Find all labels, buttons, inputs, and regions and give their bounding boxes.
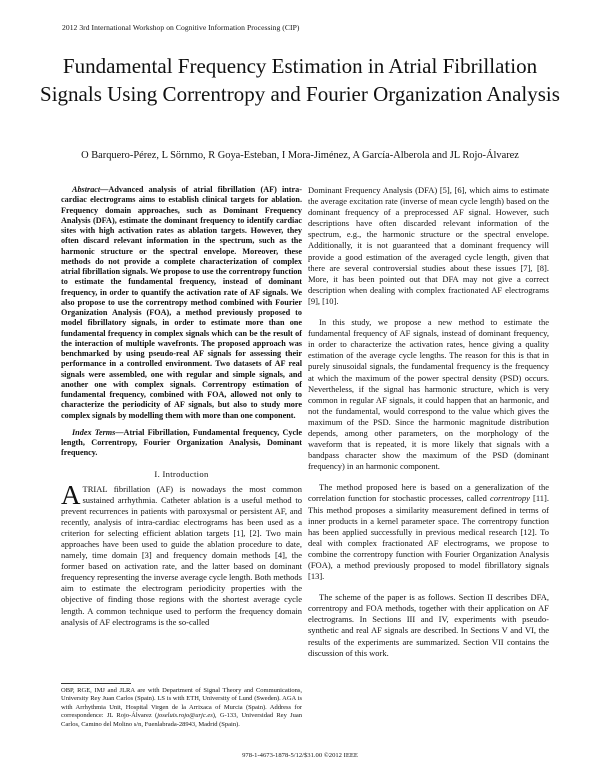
right-paragraph-3-text-b: [11]. This method proposes a similarity measurement defined in terms of inner products in a kernel parameter space. The correntropy function has been applied successfully in previous medical research [12]. To deal with complex fractionated AF electrograms, we propose to combine the correntropy function with Fourier Organization Analysis (FOA), a method previously proposed to model fibrillatory signals [13]. xyxy=(308,493,549,582)
copyright-footer: 978-1-4673-1878-5/12/$31.00 ©2012 IEEE xyxy=(242,752,358,759)
right-paragraph-2: In this study, we propose a new method to estimate the fundamental frequency of AF signals, instead of dominant frequency, in order to characterize the activation rates, hence giving a quality estimation of the average cycle lengths. The reason for this is that in purely sinusoidal signals, the fundamental frequency is the frequency at which the maximum of the power spectral density (PSD) occurs. Nevertheless, if the signal has harmonic structure, which is very common in regular AF signals, it could happen that an harmonic, and not the fundamental, would correspond to the value which gives the maximum of the PSD. Since the harmonic magnitude distribution depends, among other parameters, on the morphology of the waveform that is repeated, it is more likely that signals with a bandpass character show the maximum of the PSD (dominant frequency) in an harmonic component. xyxy=(308,317,549,472)
footnote-divider xyxy=(61,683,131,684)
left-column xyxy=(61,185,302,628)
right-paragraph-3 xyxy=(308,482,549,582)
correspondence-email: joseluis.rojo@urjc.es xyxy=(157,712,213,720)
conference-header: 2012 3rd International Workshop on Cognitive Information Processing (CIP) xyxy=(62,23,300,32)
abstract-text: Advanced analysis of atrial fibrillation (AF) intra-cardiac electrograms aims to establish clinical targets for ablation. Frequency domain approaches, such as Dominant Frequency Analysis (DFA), estimate the dominant frequency to identify cardiac sites with high activation rates as ablation targets. However, they often discard relevant information in the spectrum, such as the harmonic structure or the spectral envelope. Moreover, these methods do not provide a complete characterization of complex atrial fibrillation signals. We propose to use the correntropy function to estimate the fundamental frequency, instead of dominant frequency, in order to quantify the activation rate of AF signals. We also propose to use the correntropy method combined with Fourier Organization Analysis (FOA), a method previously proposed to model fibrillatory signals, in order to estimate more than one fundamental frequency in complex signals which can be the result of the interaction of multiple wavefronts. The proposed approach was benchmarked by using pseudo-real AF signals for assessing their performance in a controlled environment. Two datasets of AF real signals were assembled, one with regular and simple signals, and another one with complex signals. Correntropy estimation of fundamental frequency, combined with FOA, allowed not only to characterize the periodicity of AF signals, but also to study more complex signals by modelling them with more than one component. xyxy=(61,185,302,420)
index-terms xyxy=(61,428,302,459)
index-terms-label: Index Terms— xyxy=(72,427,124,437)
right-column xyxy=(308,185,549,659)
intro-paragraph xyxy=(61,479,302,628)
footnote-text-2: ), G-133, Universidad Rey Juan Carlos, Camino del Molino s/n, Fuenlabrada-28943, Madrid (Spain). xyxy=(61,712,302,728)
drop-cap: A xyxy=(61,479,81,510)
paper-title: Fundamental Frequency Estimation in Atrial Fibrillation Signals Using Correntropy and Fourier Organization Analysis xyxy=(40,54,560,106)
intro-paragraph-text: TRIAL fibrillation (AF) is nowadays the most common sustained arrhythmia. Catheter ablation is a useful method to prevent recurrences in patients with paroxysmal or persistent AF, and recently, analysis of intra-cardiac electrograms has been used as a criterion for selecting efficient ablation targets [1], [2]. Two main approaches have been used to guide the ablation procedure to date, namely, time domain [3] and frequency domain methods [4], the former based on activation rate, and the latter based on dominant frequency representing the inverse average cycle length. Both methods aim to estimate the electrogram periodicity properties with the objective of finding those regions with the shortest average cycle length. A common technique used to perform the frequency domain analysis of AF electrograms is the so-called xyxy=(61,483,302,627)
index-terms-text: Atrial Fibrillation, Fundamental frequency, Cycle length, Correntropy, Fourier Organization Analysis, Dominant frequency. xyxy=(61,427,302,458)
abstract-label: Abstract— xyxy=(72,185,109,194)
right-paragraph-3-text-a: The method proposed here is based on a generalization of the correlation function for stochastic processes, called xyxy=(308,482,549,504)
right-paragraph-4: The scheme of the paper is as follows. Section II describes DFA, correntropy and FOA methods, together with their application on AF electrograms. In Sections III and IV, experiments with pseudo-synthetic and real AF signals are described. In Sections V and VI, the results of the experiments are summarized. Section VII contains the discussion of this work. xyxy=(308,592,549,658)
affiliation-footnote xyxy=(61,687,302,729)
author-list: O Barquero-Pérez, L Sörnmo, R Goya-Esteban, I Mora-Jiménez, A García-Alberola and JL Rojo-Álvarez xyxy=(81,150,519,161)
right-paragraph-1: Dominant Frequency Analysis (DFA) [5], [6], which aims to estimate the average excitation rate (inverse of mean cycle length) based on the dominant frequency of a preprocessed AF signal. However, such descriptions have often discarded relevant information of the spectrum, e.g., the harmonic structure or the spectral envelope. Additionally, it is not guaranteed that a dominant frequency will provide a good estimation of the averaged cycle length, given that there are several controversial studies about these issues [7], [8]. More, it has been pointed out that DFA may not give a correct description when dealing with complex fractionated AF electrograms [9], [10]. xyxy=(308,185,549,306)
correntropy-term: correntropy xyxy=(489,493,530,504)
section-heading-introduction: I. Introduction xyxy=(154,468,209,479)
abstract xyxy=(61,185,302,421)
footnote-text-1: OBP, RGE, IMJ and JLRA are with Department of Signal Theory and Communications, University Rey Juan Carlos (Spain). LS is with ETH, University of Lund (Sweden). AGA is with Arrhythmia Unit, Hospital Virgen de la Arrixaca of Murcia (Spain). Address for correspondence: JL Rojo-Álvarez ( xyxy=(61,687,302,720)
